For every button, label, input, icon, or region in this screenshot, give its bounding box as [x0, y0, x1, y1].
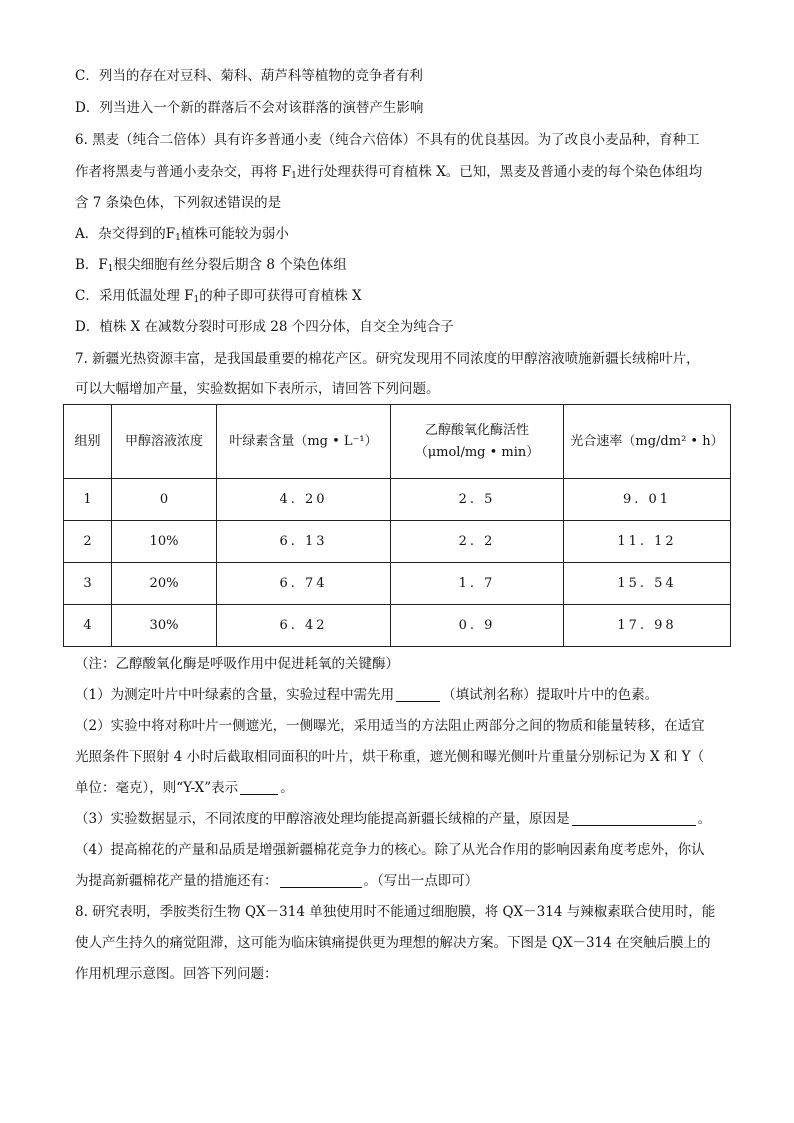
cell-chlorophyll: 6. 74 [217, 563, 391, 605]
cell-photosynthesis: 15. 54 [564, 563, 731, 605]
q7-sub4-line2: 为提高新疆棉花产量的措施还有： 。（写出一点即可） [75, 873, 479, 889]
table-row [64, 563, 731, 605]
q7-sub1: （1）为测定叶片中叶绿素的含量，实验过程中需先用 （填试剂名称）提取叶片中的色素。 [75, 687, 659, 703]
cell-photosynthesis: 9. 01 [564, 479, 731, 521]
q7-data-table [63, 404, 731, 647]
cell-group: 4 [64, 605, 112, 647]
cell-enzyme: 2. 5 [391, 479, 564, 521]
cell-chlorophyll: 6. 42 [217, 605, 391, 647]
cell-concentration: 20% [112, 563, 217, 605]
q6-stem-line3: 含 7 条染色体，下列叙述错误的是 [75, 195, 282, 211]
cell-concentration: 10% [112, 521, 217, 563]
cell-group: 3 [64, 563, 112, 605]
q7-sub4-line1: （4）提高棉花的产量和品质是增强新疆棉花竞争力的核心。除了从光合作用的影响因素角度考虑外，你认 [75, 842, 705, 858]
table-row [64, 605, 731, 647]
cell-concentration: 30% [112, 605, 217, 647]
cell-group: 2 [64, 521, 112, 563]
answer-blank-3[interactable] [572, 811, 696, 826]
q7-sub3: （3）实验数据显示，不同浓度的甲醇溶液处理均能提高新疆长绒棉的产量，原因是 。 [75, 811, 712, 827]
answer-blank-1[interactable] [396, 687, 440, 702]
q7-sub2-line2: 光照条件下照射 4 小时后截取相同面积的叶片，烘干称重，遮光侧和曝光侧叶片重量分别标记为 X 和 Y（ [75, 749, 705, 765]
cell-chlorophyll: 4. 20 [217, 479, 391, 521]
q6-option-d: D．植株 X 在减数分裂时可形成 28 个四分体，自交全为纯合子 [75, 319, 454, 335]
q8-stem-line3: 作用机理示意图。回答下列问题： [75, 966, 278, 982]
table-row [64, 479, 731, 521]
q8-stem-line2: 使人产生持久的痛觉阻滞，这可能为临床镇痛提供更为理想的解决方案。下图是 QX－314 在突触后膜上的 [75, 935, 711, 951]
answer-blank-4[interactable] [280, 873, 362, 888]
table-header-row [64, 405, 731, 479]
q6-option-a: A．杂交得到的$F_1$植株可能较为弱小 [75, 226, 289, 243]
q6-option-c: C．采用低温处理 $F_1$的种子即可获得可育植株 X [75, 288, 362, 305]
header-concentration: 甲醇溶液浓度 [112, 405, 217, 479]
header-photosynthesis-rate: 光合速率（mg/dm² • h） [564, 405, 731, 479]
q6-stem-line1: 6. 黑麦（纯合二倍体）具有许多普通小麦（纯合六倍体）不具有的优良基因。为了改良小麦品种，育种工 [75, 132, 700, 148]
cell-group: 1 [64, 479, 112, 521]
q7-sub2-line1: （2）实验中将对称叶片一侧遮光，一侧曝光，采用适当的方法阻止两部分之间的物质和能量转移，在适宜 [75, 718, 705, 734]
q7-sub2-line3: 单位：毫克），则“Y-X”表示 。 [75, 780, 294, 796]
option-d-prev: D．列当进入一个新的群落后不会对该群落的演替产生影响 [75, 100, 424, 116]
cell-photosynthesis: 11. 12 [564, 521, 731, 563]
cell-enzyme: 1. 7 [391, 563, 564, 605]
q8-stem-line1: 8. 研究表明，季胺类衍生物 QX－314 单独使用时不能通过细胞膜，将 QX－314 与辣椒素联合使用时，能 [75, 904, 716, 920]
cell-chlorophyll: 6. 13 [217, 521, 391, 563]
cell-enzyme: 0. 9 [391, 605, 564, 647]
cell-enzyme: 2. 2 [391, 521, 564, 563]
cell-concentration: 0 [112, 479, 217, 521]
q7-table-note: （注：乙醇酸氧化酶是呼吸作用中促进耗氧的关键酶） [75, 656, 399, 672]
q7-stem-line1: 7. 新疆光热资源丰富，是我国最重要的棉花产区。研究发现用不同浓度的甲醇溶液喷施新疆长绒棉叶片， [75, 351, 700, 367]
q7-stem-line2: 可以大幅增加产量，实验数据如下表所示，请回答下列问题。 [75, 381, 440, 397]
header-enzyme-activity: 乙醇酸氧化酶活性 （μmol/mg • min） [391, 405, 564, 479]
q6-option-b: B．$F_1$根尖细胞有丝分裂后期含 8 个染色体组 [75, 257, 347, 274]
header-chlorophyll: 叶绿素含量（mg • L⁻¹） [217, 405, 391, 479]
answer-blank-2[interactable] [240, 780, 278, 795]
header-group: 组别 [64, 405, 112, 479]
q6-stem-line2: 作者将黑麦与普通小麦杂交，再将 $F_1$进行处理获得可育植株 X。已知，黑麦及普通小麦的每个染色体组均 [75, 164, 703, 181]
cell-photosynthesis: 17. 98 [564, 605, 731, 647]
table-row [64, 521, 731, 563]
option-c-prev: C．列当的存在对豆科、菊科、葫芦科等植物的竞争者有利 [75, 68, 423, 84]
